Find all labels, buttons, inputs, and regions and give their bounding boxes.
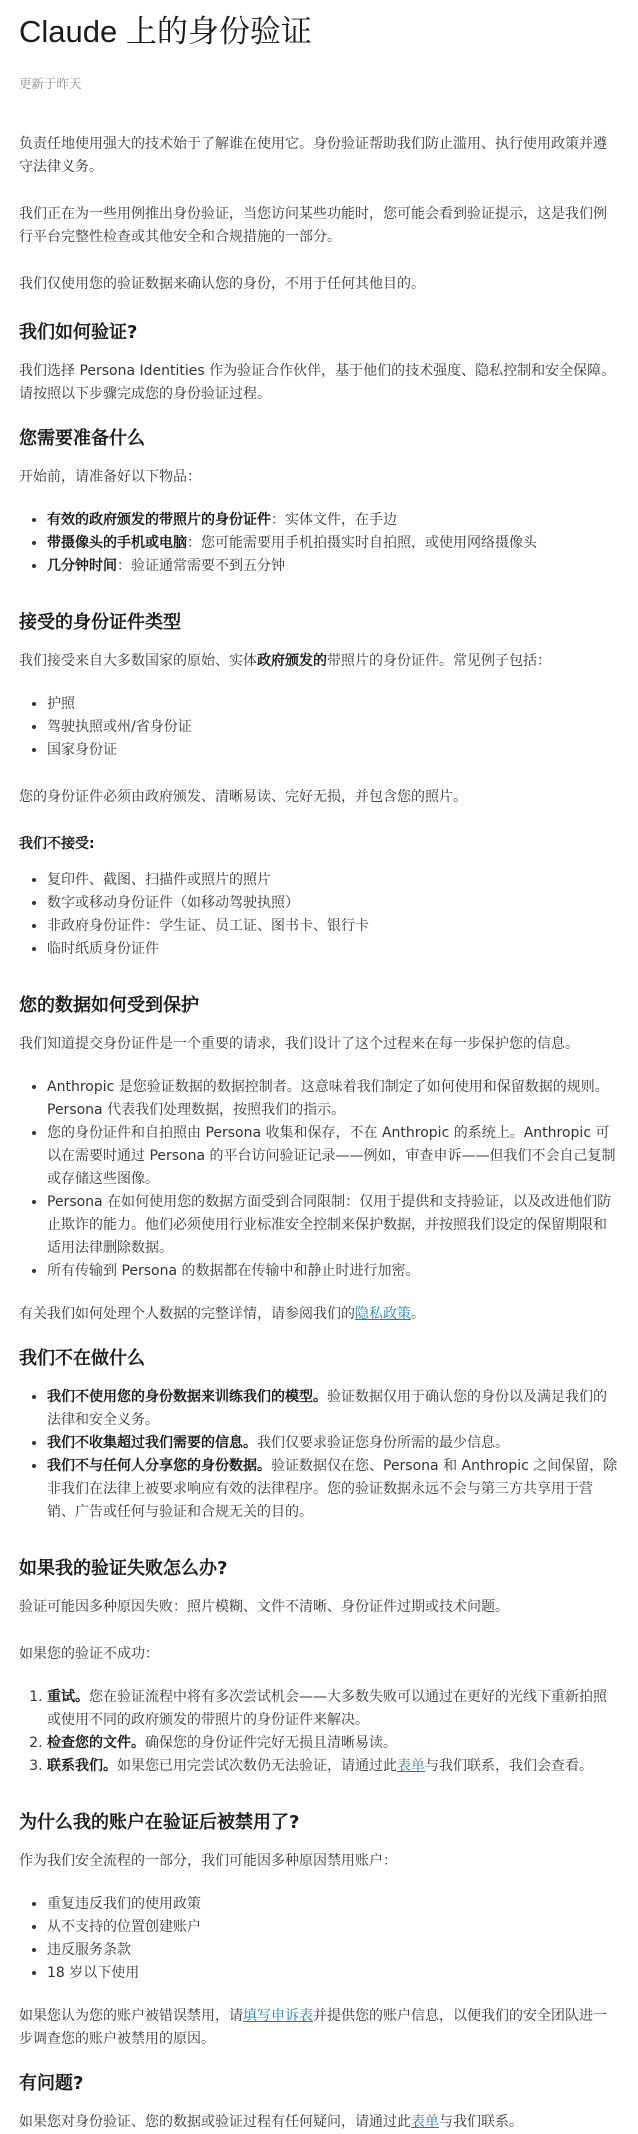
list-item [47,1686,619,1732]
intro-strong: 政府颁发的 [257,653,327,669]
updated-timestamp: 更新于昨天 [19,76,82,91]
body-text: 与我们联系。 [439,2114,523,2130]
ban-heading: 为什么我的账户在验证后被禁用了? [19,1812,300,1833]
outro-text: 并提供您的账户信息，以便我们的安全团队进一步调查您的账户被禁用的原因。 [19,2008,607,2047]
item-text: 与我们联系，我们会查看。 [425,1758,593,1774]
item-strong: 带摄像头的手机或电脑 [47,535,187,551]
list-item [47,1432,619,1455]
list-item: • 18 岁以下使用 [47,1962,619,1985]
list-item [47,1732,619,1755]
list-item [47,532,619,555]
list-item: • 违反服务条款 [47,1939,619,1962]
list-item: • 所有传输到 Persona 的数据都在传输中和静止时进行加密。 [47,1260,619,1283]
item-text: ：您可能需要用手机拍摄实时自拍照，或使用网络摄像头 [187,535,537,551]
need-list [19,509,619,578]
item-text: ：实体文件，在手边 [271,512,397,528]
item-text: 如果您已用完尝试次数仍无法验证，请通过此 [117,1758,397,1774]
questions-heading: 有问题? [19,2073,84,2094]
questions-form-link[interactable]: 表单 [411,2114,439,2130]
outro-text: 如果您认为您的账户被错误禁用，请 [19,2008,243,2024]
list-item: • 数字或移动身份证件（如移动驾驶执照） [47,892,619,915]
need-heading: 您需要准备什么 [19,428,145,449]
fail-steps [19,1686,619,1778]
page-title: Claude 上的身份验证 [19,14,312,49]
how-body: 我们选择 Persona Identities 作为验证合作伙伴，基于他们的技术强度、隐私控制和安全保障。请按照以下步骤完成您的身份验证过程。 [19,363,616,402]
item-strong: 重试。 [47,1689,89,1705]
accepted-intro [19,650,619,673]
contact-form-link[interactable]: 表单 [397,1758,425,1774]
list-item: • 驾驶执照或州/省身份证 [47,716,619,739]
protect-outro [19,1303,619,1326]
item-strong: 我们不使用您的身份数据来训练我们的模型。 [47,1389,327,1405]
intro-paragraph-2: 我们正在为一些用例推出身份验证，当您访问某些功能时，您可能会看到验证提示，这是我们例行平台完整性检查或其他安全和合规措施的一部分。 [19,206,607,245]
intro-text: 我们接受来自大多数国家的原始、实体 [19,653,257,669]
list-item: • 临时纸质身份证件 [47,938,619,961]
item-strong: 我们不收集超过我们需要的信息。 [47,1435,257,1451]
appeal-form-link[interactable]: 填写申诉表 [243,2008,313,2024]
body-text: 如果您对身份验证、您的数据或验证过程有任何疑问，请通过此 [19,2114,411,2130]
item-strong: 检查您的文件。 [47,1735,145,1751]
list-item [47,1455,619,1524]
privacy-policy-link[interactable]: 隐私政策 [355,1306,411,1322]
list-item: • 国家身份证 [47,739,619,762]
protect-intro: 我们知道提交身份证件是一个重要的请求，我们设计了这个过程来在每一步保护您的信息。 [19,1036,579,1052]
ban-outro [19,2005,619,2051]
item-text: 验证数据仅在您、Persona 和 Anthropic 之间保留，除非我们在法律上被要求响应有效的法律程序。您的验证数据永远不会与第三方共享用于营销、广告或任何与验证和合规无关的目的。 [47,1458,618,1520]
ban-list [19,1893,619,1985]
intro-text: 带照片的身份证件。常见例子包括： [327,653,551,669]
item-text: 确保您的身份证件完好无损且清晰易读。 [145,1735,397,1751]
list-item: • 重复违反我们的使用政策 [47,1893,619,1916]
item-strong: 联系我们。 [47,1758,117,1774]
how-heading: 我们如何验证? [19,322,138,343]
item-text: 我们仅要求验证您身份所需的最少信息。 [257,1435,509,1451]
list-item: • 从不支持的位置创建账户 [47,1916,619,1939]
protect-heading: 您的数据如何受到保护 [19,995,199,1016]
not-accepted-heading: 我们不接受: [19,836,95,852]
item-strong: 几分钟时间 [47,558,117,574]
intro-paragraph-3: 我们仅使用您的验证数据来确认您的身份，不用于任何其他目的。 [19,276,425,292]
list-item: • Anthropic 是您验证数据的数据控制者。这意味着我们制定了如何使用和保留数据的规则。Persona 代表我们处理数据，按照我们的指示。 [47,1076,619,1122]
list-item [47,1386,619,1432]
fail-heading: 如果我的验证失败怎么办? [19,1558,228,1579]
list-item: • Persona 在如何使用您的数据方面受到合同限制：仅用于提供和支持验证，以及改进他们防止欺诈的能力。他们必须使用行业标准安全控制来保护数据，并按照我们设定的保留期限和适用法律删除数据。 [47,1191,619,1260]
item-text: ：验证通常需要不到五分钟 [117,558,285,574]
list-item [47,509,619,532]
dont-list [19,1386,619,1524]
need-intro: 开始前，请准备好以下物品： [19,469,201,485]
fail-intro: 如果您的验证不成功： [19,1646,159,1662]
item-text: 您在验证流程中将有多次尝试机会——大多数失败可以通过在更好的光线下重新拍照或使用不同的政府颁发的带照片的身份证件来解决。 [47,1689,607,1728]
list-item: • 非政府身份证件：学生证、员工证、图书卡、银行卡 [47,915,619,938]
list-item: • 护照 [47,693,619,716]
not-accepted-list [19,869,619,961]
intro-paragraph-1: 负责任地使用强大的技术始于了解谁在使用它。身份验证帮助我们防止滥用、执行使用政策并遵守法律义务。 [19,136,607,175]
fail-body: 验证可能因多种原因失败：照片模糊、文件不清晰、身份证件过期或技术问题。 [19,1599,509,1615]
ban-intro: 作为我们安全流程的一部分，我们可能因多种原因禁用账户： [19,1853,397,1869]
list-item: • 复印件、截图、扫描件或照片的照片 [47,869,619,892]
item-text: 验证数据仅用于确认您的身份以及满足我们的法律和安全义务。 [47,1389,607,1428]
list-item: • 您的身份证件和自拍照由 Persona 收集和保存，不在 Anthropic 的系统上。Anthropic 可以在需要时通过 Persona 的平台访问验证记录——例如，审查申诉——但我们不会自己复制或存储这些图像。 [47,1122,619,1191]
accepted-list [19,693,619,762]
accepted-heading: 接受的身份证件类型 [19,612,181,633]
item-strong: 有效的政府颁发的带照片的身份证件 [47,512,271,528]
item-strong: 我们不与任何人分享您的身份数据。 [47,1458,271,1474]
outro-text: 。 [411,1306,425,1322]
dont-heading: 我们不在做什么 [19,1348,145,1369]
outro-text: 有关我们如何处理个人数据的完整详情，请参阅我们的 [19,1306,355,1322]
list-item [47,555,619,578]
accepted-note: 您的身份证件必须由政府颁发、清晰易读、完好无损，并包含您的照片。 [19,789,467,805]
questions-body [19,2111,619,2134]
protect-list [19,1076,619,1283]
list-item [47,1755,619,1778]
